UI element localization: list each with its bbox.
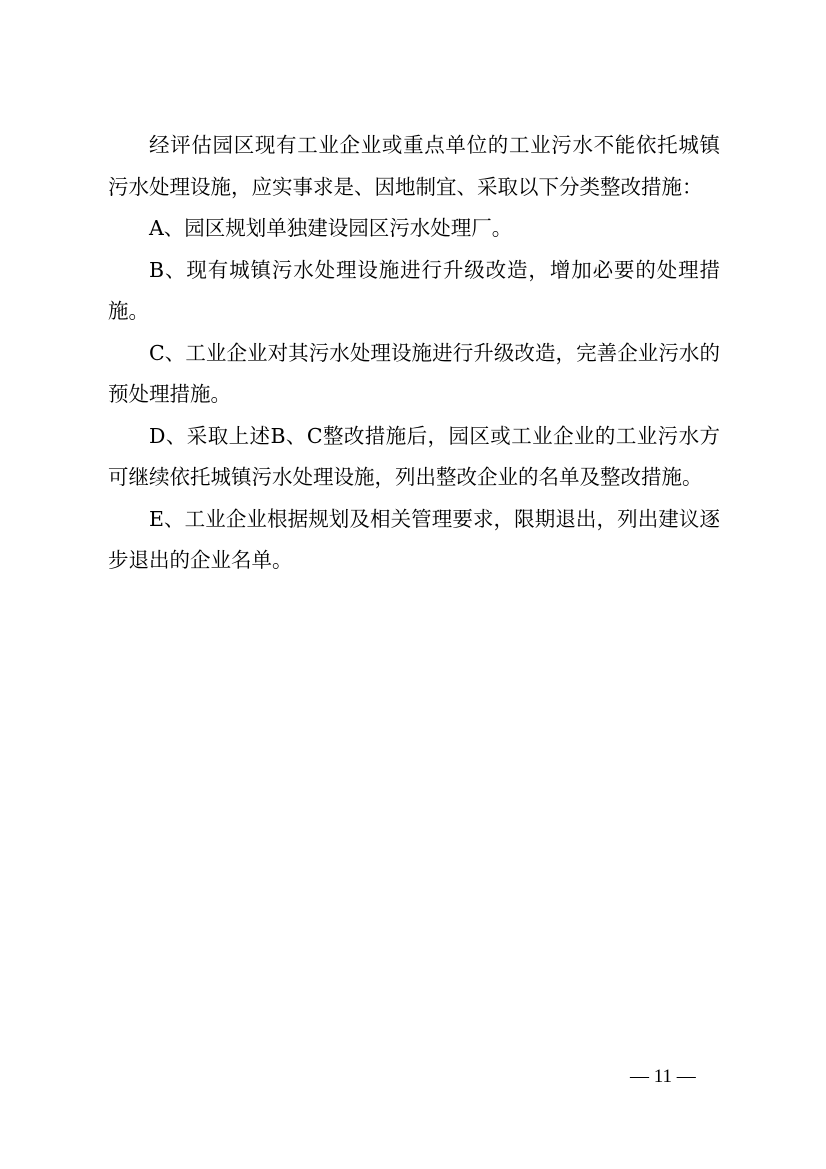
document-body [108,125,720,582]
page-number: — 11 — [630,1066,696,1087]
paragraph-option-d: D、采取上述B、C整改措施后，园区或工业企业的工业污水方可继续依托城镇污水处理设施，列出整改企业的名单及整改措施。 [108,423,720,489]
paragraph-option-c: C、工业企业对其污水处理设施进行升级改造，完善企业污水的预处理措施。 [108,340,720,406]
paragraph-option-b: B、现有城镇污水处理设施进行升级改造，增加必要的处理措施。 [108,257,720,323]
paragraph-option-a: A、园区规划单独建设园区污水处理厂。 [149,216,513,240]
paragraph-option-e: E、工业企业根据规划及相关管理要求，限期退出，列出建议逐步退出的企业名单。 [108,506,720,572]
paragraph-intro: 经评估园区现有工业企业或重点单位的工业污水不能依托城镇污水处理设施，应实事求是、因地制宜、采取以下分类整改措施： [108,133,720,199]
